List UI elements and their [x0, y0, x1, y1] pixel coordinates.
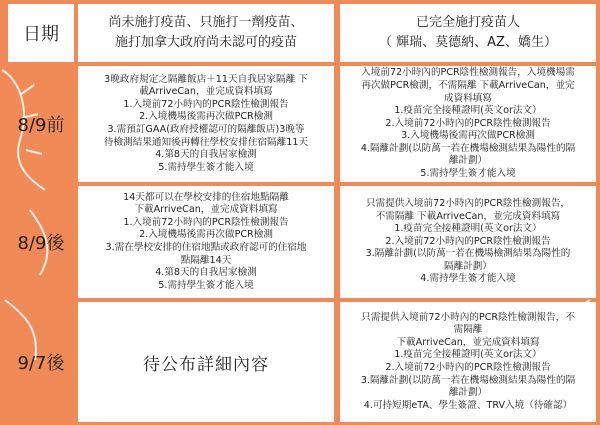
requirement-line: 2.入境前72小時內的PCR陰性檢測報告: [385, 362, 551, 373]
row-date-cell: [8, 302, 74, 422]
requirement-line: 入境前72小時內的PCR陰性檢測報告，入境機場需: [361, 67, 575, 79]
requirement-line: 1.疫苗完全接種證明(英文or法文）: [394, 105, 542, 117]
pending-details-text: 待公布詳細內容: [143, 354, 269, 375]
row-date-label: 8/9後: [17, 233, 65, 254]
header-date-label: 日期: [23, 24, 59, 45]
requirement-line: 2.入境前72小時內的PCR陰性檢測報告: [385, 235, 551, 247]
header-vaccinated-line: （ 輝瑞、莫德納、AZ、嬌生）: [379, 35, 557, 50]
header-unvaccinated-line: 尚未施打疫苗、只施打一劑疫苗、: [108, 15, 304, 30]
requirement-line: 4.隔離計劃(以防萬一若在機場檢測結果為陽性的隔: [360, 142, 576, 154]
row-date-label: 9/7後: [17, 353, 65, 374]
row-date-label: 8/9前: [17, 115, 65, 136]
requirement-line: 再次做PCR檢測，不需隔離 下載ArriveCan，並完: [361, 79, 575, 91]
requirement-line: 不需隔離 下載ArriveCan，並完成資料填寫: [375, 210, 561, 222]
requirement-line: 載ArriveCan，並完成資料填寫: [139, 86, 273, 98]
requirement-line: 3.需在學校安排的住宿地點或政府認可的住宿地: [105, 242, 307, 253]
requirement-line: 1.入境前72小時內的PCR陰性檢測報告: [123, 216, 289, 228]
unvaccinated-requirements: [78, 66, 334, 182]
requirement-line: 待檢測結果通知後再轉往學校安排住宿隔離11天: [103, 136, 309, 148]
requirement-line: 2.入境機場後需再次做PCR檢測: [139, 229, 273, 241]
requirement-line: 點隔離14天: [180, 254, 232, 266]
requirement-line: 1.疫苗完全接種證明(英文or法文）: [394, 223, 542, 235]
requirement-line: 下載ArriveCan，並完成資料填寫: [396, 336, 540, 348]
requirement-line: 3.隔離計劃(以防萬一若在機場檢測結果為陽性的: [365, 248, 571, 260]
requirement-line: 3.需預訂GAA(政府授權認可的隔離飯店)3晚等: [107, 124, 305, 135]
vaccinated-requirements: [340, 66, 596, 182]
header-unvaccinated-line: 施打加拿大政府尚未認可的疫苗: [114, 35, 297, 50]
requirement-line: 4.需持學生簽才能入境: [420, 273, 516, 285]
header-unvaccinated-cell: [78, 4, 334, 62]
unvaccinated-requirements: [78, 186, 334, 298]
vaccinated-requirements: [340, 186, 596, 298]
requirement-line: 4.第8天的自我居家檢測: [155, 149, 257, 161]
row-date-cell: [8, 66, 74, 182]
requirement-line: 成資料填寫: [444, 92, 492, 104]
requirement-line: 14天都可以在學校安排的住宿地點隔離: [123, 191, 289, 203]
requirement-line: 3.隔離計劃(以防萬一若在機場檢測結果為陽性的隔: [360, 374, 576, 386]
requirement-line: 只需提供入境前72小時內的PCR陰性檢測報告，: [365, 197, 571, 209]
vaccinated-requirements: [340, 302, 596, 422]
requirement-line: 下載ArriveCan，並完成資料填寫: [134, 204, 278, 216]
requirement-line: 3.入境機場後需再次做PCR檢測: [401, 130, 535, 142]
requirement-line: 離計劃）: [448, 155, 488, 167]
header-vaccinated-cell: [340, 4, 596, 62]
header-date-cell: [8, 4, 74, 62]
requirement-line: 2.入境機場後需再次做PCR檢測: [139, 111, 273, 123]
requirement-line: 5.需持學生簽才能入境: [158, 161, 254, 173]
unvaccinated-requirements: [78, 302, 334, 422]
requirement-line: 離計劃）: [448, 387, 488, 399]
requirement-line: 需隔離: [453, 324, 483, 336]
row-date-cell: [8, 186, 74, 298]
requirement-line: 5.需持學生簽才能入境: [420, 168, 516, 180]
requirement-line: 1.疫苗完全接種證明(英文or法文）: [394, 349, 542, 361]
requirement-line: 隔離計劃）: [444, 260, 492, 272]
requirement-line: 2.入境前72小時內的PCR陰性檢測報告: [385, 117, 551, 129]
requirement-line: 5.需持學生簽才能入境: [158, 279, 254, 291]
header-vaccinated-line: 已完全施打疫苗人: [415, 15, 520, 30]
requirement-line: 只需提供入境前72小時內的PCR陰性檢測報告，不: [361, 311, 575, 323]
requirement-line: 1.入境前72小時內的PCR陰性檢測報告: [123, 98, 289, 110]
requirement-line: 3晚政府規定之隔離飯店＋11天自我居家隔離 下: [104, 73, 308, 85]
requirement-line: 4.第8天的自我居家檢測: [155, 267, 257, 279]
requirement-line: 4.可持短期eTA、學生簽證、TRV入境（待確認）: [363, 399, 573, 411]
